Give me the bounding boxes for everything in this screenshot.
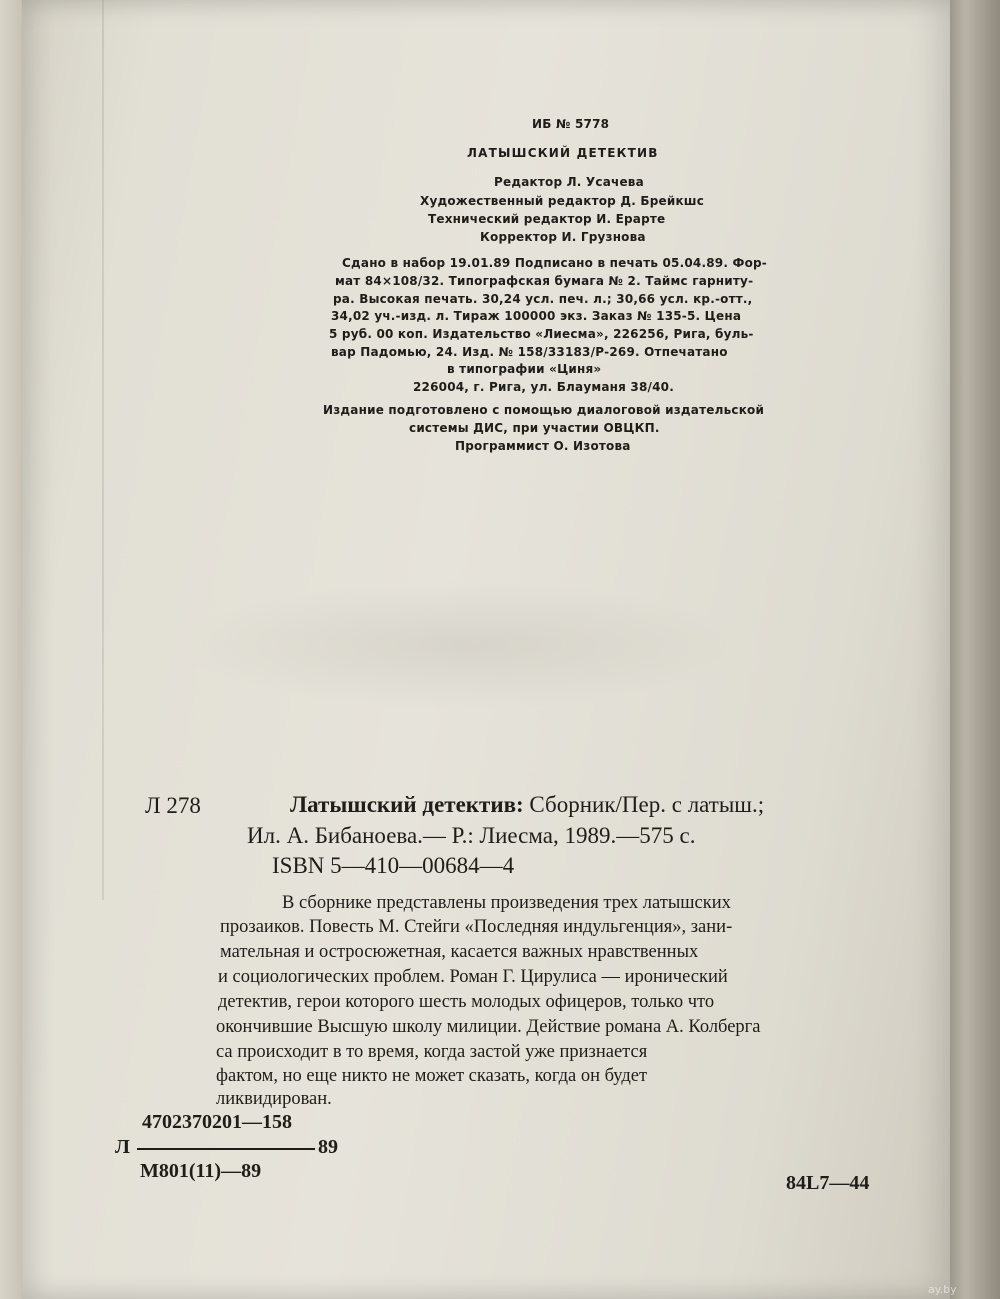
art-editor-credit: Художественный редактор Д. Брейкшс <box>420 194 705 208</box>
bibliographic-details: Ил. А. Бибаноева.— Р.: Лиесма, 1989.—575 с. <box>247 823 696 848</box>
annotation-line: детектив, герои которого шесть молодых офицеров, только что <box>218 992 715 1012</box>
print-info-line: вар Падомью, 24. Изд. № 158/33183/Р-269. Отпечатано <box>331 345 728 359</box>
print-info-line: Сдано в набор 19.01.89 Подписано в печать 05.04.89. Фор- <box>342 256 767 270</box>
annotation-line: В сборнике представлены произведения трех латышских <box>282 893 731 913</box>
site-watermark: ay.by <box>928 1283 957 1296</box>
annotation-line: прозаиков. Повесть М. Стейги «Последняя индульгенция», зани- <box>220 917 733 937</box>
book-title-caps: ЛАТЫШСКИЙ ДЕТЕКТИВ <box>467 146 659 160</box>
print-info-line: в типографии «Циня» <box>447 362 602 376</box>
classification-code-2-suffix: 89 <box>318 1136 338 1158</box>
printer-address: 226004, г. Рига, ул. Блауманя 38/40. <box>413 380 674 394</box>
ib-number: ИБ № 5778 <box>532 117 610 131</box>
print-info-line: ра. Высокая печать. 30,24 усл. печ. л.; 30,66 усл. кр.-отт., <box>333 292 753 306</box>
isbn: ISBN 5—410—00684—4 <box>272 853 515 878</box>
bibliographic-title <box>290 792 764 818</box>
dis-note-line: системы ДИС, при участии ОВЦКП. <box>409 421 660 435</box>
programmer-credit: Программист О. Изотова <box>455 439 631 453</box>
bibliographic-title-rest: Сборник/Пер. с латыш.; <box>523 792 765 817</box>
print-info-line: 5 руб. 00 коп. Издательство «Лиесма», 226256, Рига, буль- <box>329 327 754 341</box>
page-shade <box>182 580 742 710</box>
bibliographic-title-bold: Латышский детектив: <box>290 792 524 817</box>
editor-credit: Редактор Л. Усачева <box>494 175 644 189</box>
book-page-edges <box>950 0 1000 1299</box>
annotation-line: мательная и остросюжетная, касается важных нравственных <box>220 942 699 962</box>
print-info-line: мат 84×108/32. Типографская бумага № 2. Таймс гарниту- <box>335 274 754 288</box>
classification-code-2-letter: Л <box>115 1136 130 1158</box>
annotation-line: фактом, но еще никто не может сказать, когда он будет <box>216 1066 648 1086</box>
classification-code-3: М801(11)—89 <box>140 1160 262 1182</box>
print-info-line: 34,02 уч.-изд. л. Тираж 100000 экз. Заказ № 135-5. Цена <box>331 309 742 323</box>
dis-note-line: Издание подготовлено с помощью диалоговой издательской <box>323 403 765 417</box>
classification-code-4: 84L7—44 <box>786 1172 870 1194</box>
classification-code-1: 4702370201—158 <box>142 1111 292 1133</box>
proofreader-credit: Корректор И. Грузнова <box>480 230 646 244</box>
annotation-line: ликвидирован. <box>216 1089 332 1109</box>
library-index: Л 278 <box>145 793 201 818</box>
page-fold <box>102 0 104 900</box>
annotation-line: и социологических проблем. Роман Г. Цирулиса — иронический <box>218 967 728 987</box>
classification-code-dash <box>137 1148 315 1150</box>
annotation-line: са происходит в то время, когда застой уже признается <box>216 1042 648 1062</box>
annotation-line: окончившие Высшую школу милиции. Действие романа А. Колберга <box>216 1017 761 1037</box>
tech-editor-credit: Технический редактор И. Ерарте <box>428 212 666 226</box>
